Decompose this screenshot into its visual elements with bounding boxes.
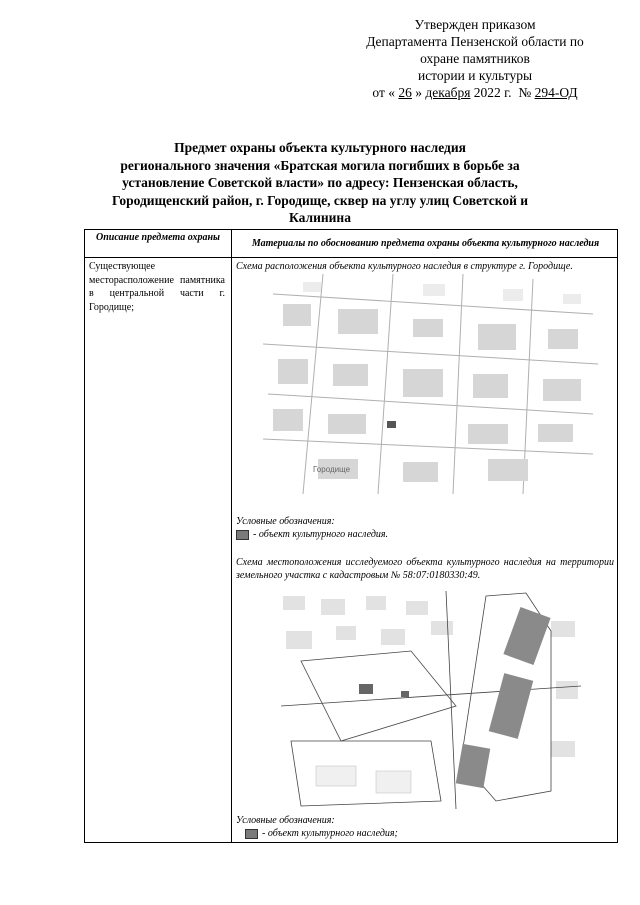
legend-1-item — [236, 528, 388, 541]
scheme-2-caption: Схема местоположения исследуемого объекта культурного наследия на территории земельного участка с кадастровым № 58:07:0180330:49. — [236, 557, 614, 581]
column-header-materials: Материалы по обоснованию предмета охраны объекта культурного наследия — [251, 238, 600, 249]
legend-1-item-text: - объект культурного наследия. — [253, 529, 389, 540]
approval-line-2: Департамента Пензенской области по — [366, 34, 584, 49]
document-title — [90, 139, 550, 227]
legend-1-title: Условные обозначения: — [236, 516, 335, 527]
header-divider — [85, 257, 617, 258]
title-line-3: установление Советской власти» по адресу: Пензенская область, — [122, 175, 518, 190]
date-mid: » — [415, 85, 422, 100]
legend-2-title: Условные обозначения: — [236, 815, 335, 826]
approval-line-4: истории и культуры — [417, 68, 533, 83]
column-divider — [231, 230, 232, 842]
column-header-description: Описание предмета охраны — [95, 232, 220, 243]
date-day: 26 — [398, 85, 412, 100]
approval-line-1: Утвержден приказом — [414, 17, 536, 32]
date-prefix: от « — [372, 85, 395, 100]
protection-table — [84, 229, 618, 843]
map-1-city-label: Городище — [313, 465, 351, 474]
order-number-prefix: № — [518, 85, 532, 100]
date-month: декабря — [425, 85, 471, 100]
title-line-2: регионального значения «Братская могила погибших в борьбе за — [120, 157, 520, 173]
order-number: 294-ОД — [534, 85, 578, 100]
land-plot-map — [281, 591, 581, 809]
protection-description: Существующее месторасположение памятника в центральной части г. Городище; — [89, 261, 225, 313]
heritage-object-plot-marker — [359, 684, 373, 694]
legend-2-item — [245, 827, 398, 840]
legend-2-item-text: - объект культурного наследия; — [262, 828, 398, 839]
approval-stamp — [340, 16, 610, 101]
scheme-1-caption: Схема расположения объекта культурного наследия в структуре г. Городище. — [236, 261, 573, 272]
heritage-legend-swatch — [236, 530, 249, 540]
approval-line-3: охране памятников — [420, 51, 530, 66]
title-line-1: Предмет охраны объекта культурного наследия — [174, 140, 466, 155]
title-line-5: Калинина — [289, 210, 351, 225]
heritage-legend-swatch-2 — [245, 829, 258, 839]
city-scheme-map — [263, 274, 599, 494]
date-year: 2022 г. — [473, 85, 512, 100]
heritage-object-marker — [387, 421, 396, 428]
title-line-4: Городищенский район, г. Городище, сквер на углу улиц Советской и — [111, 192, 529, 208]
approval-date-line — [340, 84, 610, 101]
